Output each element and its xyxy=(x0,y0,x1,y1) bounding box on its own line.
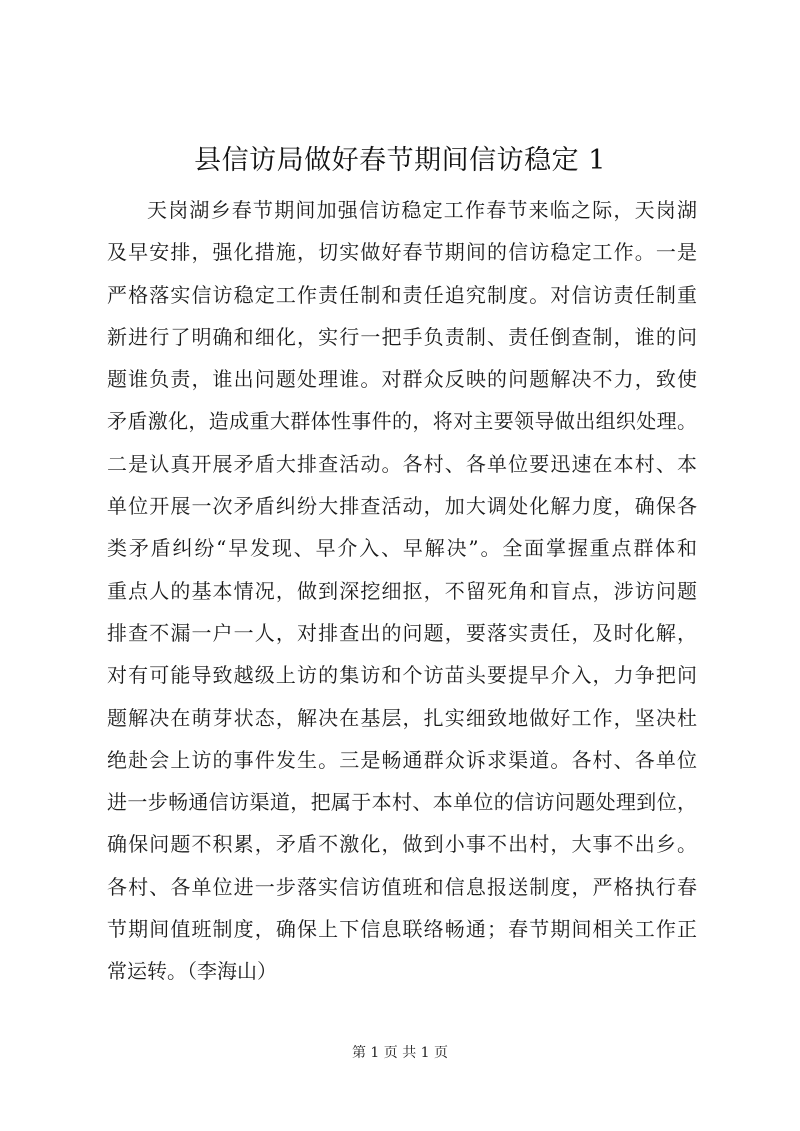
body-line: 对有可能导致越级上访的集访和个访苗头要提早介入，力争把问 xyxy=(107,663,697,688)
body-line: 天岗湖乡春节期间加强信访稳定工作春节来临之际，天岗湖 xyxy=(147,198,697,222)
body-line: 确保问题不积累，矛盾不激化，做到小事不出村，大事不出乡。 xyxy=(107,832,697,857)
body-line: 各村、各单位进一步落实信访值班和信息报送制度，严格执行春 xyxy=(107,874,697,899)
body-line: 排查不漏一户一人，对排查出的问题，要落实责任，及时化解， xyxy=(107,620,697,645)
body-line: 单位开展一次矛盾纠纷大排查活动，加大调处化解力度，确保各 xyxy=(107,494,697,519)
page-footer: 第 1 页 共 1 页 xyxy=(351,1045,449,1061)
body-line: 及早安排，强化措施，切实做好春节期间的信访稳定工作。一是 xyxy=(107,240,697,265)
body-line: 二是认真开展矛盾大排查活动。各村、各单位要迅速在本村、本 xyxy=(107,451,697,476)
body-line: 绝赴会上访的事件发生。三是畅通群众诉求渠道。各村、各单位 xyxy=(107,747,697,772)
document-body xyxy=(107,189,697,993)
body-line: 重点人的基本情况，做到深挖细抠，不留死角和盲点，涉访问题 xyxy=(107,578,697,603)
body-line: 进一步畅通信访渠道，把属于本村、本单位的信访问题处理到位， xyxy=(107,790,697,815)
body-line: 矛盾激化，造成重大群体性事件的，将对主要领导做出组织处理。 xyxy=(107,409,697,434)
body-line: 常运转。（李海山） xyxy=(107,959,277,984)
body-line: 题解决在萌芽状态，解决在基层，扎实细致地做好工作，坚决杜 xyxy=(107,705,697,730)
body-line: 严格落实信访稳定工作责任制和责任追究制度。对信访责任制重 xyxy=(107,282,697,307)
document-title: 县信访局做好春节期间信访稳定 1 xyxy=(194,145,606,176)
body-line: 新进行了明确和细化，实行一把手负责制、责任倒查制，谁的问 xyxy=(107,324,697,349)
body-line: 类矛盾纠纷“早发现、早介入、早解决”。全面掌握重点群体和 xyxy=(107,536,697,561)
body-line: 节期间值班制度，确保上下信息联络畅通；春节期间相关工作正 xyxy=(107,917,697,942)
body-line: 题谁负责，谁出问题处理谁。对群众反映的问题解决不力，致使 xyxy=(107,367,697,392)
